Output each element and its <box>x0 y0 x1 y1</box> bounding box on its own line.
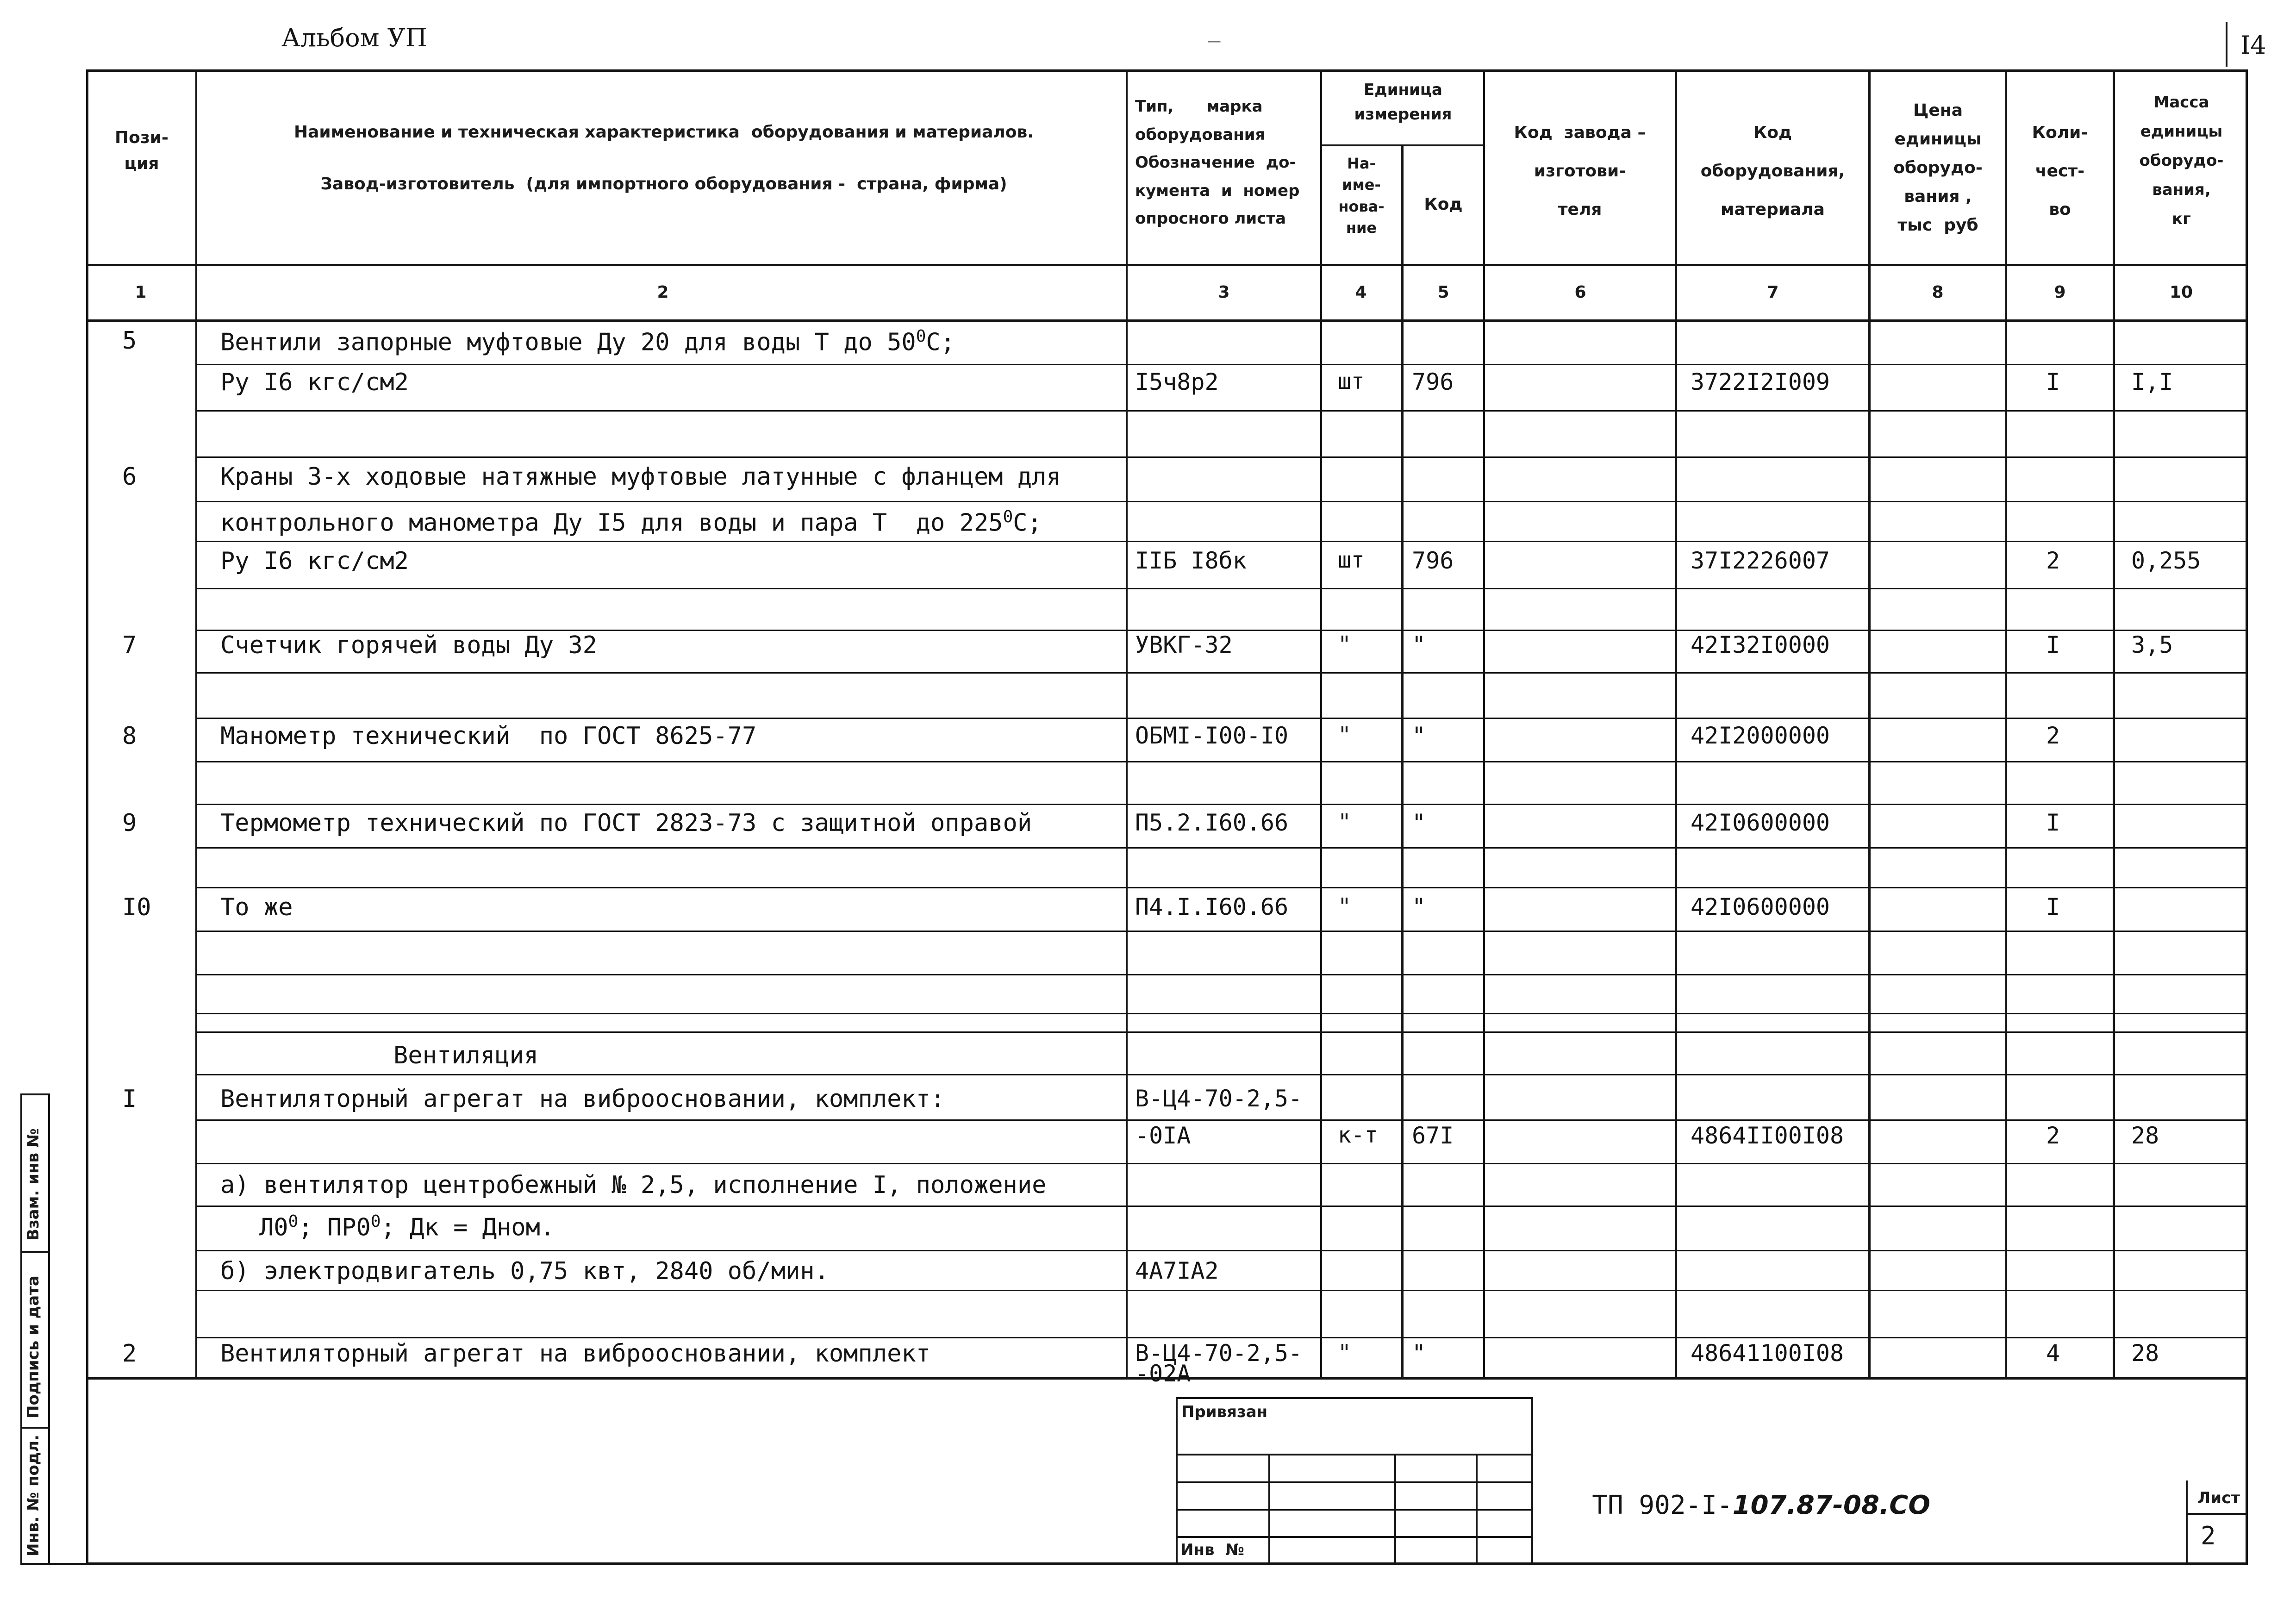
stamp-col-1 <box>1268 1454 1270 1565</box>
row-type-mark: В-Ц4-70-2,5- <box>1135 1085 1303 1112</box>
row-rule <box>197 1074 2248 1075</box>
col-line-6 <box>1675 69 1677 1379</box>
row-unit-code: " <box>1412 1340 1426 1367</box>
row-quantity: 4 <box>2046 1340 2060 1367</box>
row-position: I <box>122 1085 137 1113</box>
row-unit-name: шт <box>1338 369 1365 394</box>
row-rule <box>197 630 2248 631</box>
side-label-signature-date: Подпись и дата <box>24 1275 43 1418</box>
row-position: 8 <box>122 722 137 750</box>
header-equip-code: Код оборудования, материала <box>1700 123 1845 219</box>
row-rule <box>197 410 2248 412</box>
header-price: Цена единицы оборудо- вания , тыс руб <box>1893 101 1983 235</box>
row-name: Вентили запорные муфтовые Ду 20 для воды Т до $50^0С$; <box>220 327 955 356</box>
col-line-5 <box>1483 69 1485 1379</box>
side-label-replaced-inv: Взам. инв № <box>24 1128 43 1241</box>
sheet-label: Лист <box>2197 1489 2240 1507</box>
column-number-5: 5 <box>1437 283 1449 302</box>
sheet-corner-line <box>2226 22 2227 67</box>
row-unit-code: " <box>1412 893 1426 920</box>
top-dash: – <box>1208 29 1221 52</box>
row-name-tail: ; ПР0 <box>298 1213 371 1242</box>
row-rule <box>197 541 2248 542</box>
row-position: 2 <box>122 1340 137 1368</box>
row-unit-name: " <box>1338 1340 1351 1366</box>
row-quantity: I <box>2046 809 2060 836</box>
row-unit-code: " <box>1412 631 1426 658</box>
row-name: Счетчик горячей воды Ду 32 <box>220 631 597 659</box>
col-line-3 <box>1320 69 1322 1379</box>
side-strip-outer <box>20 1093 22 1565</box>
row-rule <box>197 847 2248 849</box>
row-rule <box>197 1119 2248 1121</box>
column-number-9: 9 <box>2054 283 2066 302</box>
row-name-tail: С; <box>926 328 955 356</box>
row-rule <box>197 364 2248 365</box>
column-number-1: 1 <box>135 283 147 302</box>
document-code-handwritten: 107.87-08.СО <box>1732 1490 1930 1520</box>
row-position: I0 <box>122 893 151 921</box>
row-mass: 28 <box>2131 1340 2159 1367</box>
row-quantity: I <box>2046 369 2060 395</box>
header-unit-code: Код <box>1424 195 1463 214</box>
row-position: 5 <box>122 327 137 355</box>
row-quantity: I <box>2046 631 2060 658</box>
row-type-mark: П5.2.I60.66 <box>1135 809 1289 836</box>
row-equipment-code: 3722I2I009 <box>1691 369 1830 395</box>
row-name: контрольного манометра Ду I5 для воды и пара Т до $225^0С$; <box>220 507 1042 537</box>
row-rule <box>197 672 2248 674</box>
row-unit-code: 67I <box>1412 1122 1454 1149</box>
col-line-7 <box>1868 69 1871 1379</box>
row-unit-code: " <box>1412 722 1426 749</box>
row-name: $Л0^0$; $ПР0^0$; Дк = Дном. <box>259 1212 555 1242</box>
side-strip-top <box>20 1093 50 1095</box>
side-strip-bottom <box>20 1563 86 1565</box>
column-number-8: 8 <box>1932 283 1944 302</box>
row-mass: 3,5 <box>2131 631 2173 658</box>
row-mass: 28 <box>2131 1122 2159 1149</box>
header-position-text: Пози- ция <box>115 128 168 173</box>
stamp-rule-2 <box>1176 1481 1533 1483</box>
linked-label: Привязан <box>1181 1403 1268 1421</box>
row-quantity: 2 <box>2046 547 2060 574</box>
stamp-col-2 <box>1394 1454 1396 1565</box>
row-rule <box>197 1290 2248 1291</box>
row-unit-name: " <box>1338 893 1351 919</box>
row-unit-code: " <box>1412 809 1426 836</box>
row-equipment-code: 48641100I08 <box>1691 1340 1844 1367</box>
row-type-mark: I5ч8р2 <box>1135 369 1219 395</box>
row-name: Краны 3-х ходовые натяжные муфтовые латунные с фланцем для <box>220 463 1061 491</box>
stamp-rule-3 <box>1176 1509 1533 1511</box>
album-label: Альбом УП <box>281 23 427 52</box>
row-type-mark: П4.I.I60.66 <box>1135 893 1289 920</box>
col-line-4 <box>1401 144 1404 1379</box>
row-equipment-code: 4864II00I08 <box>1691 1122 1844 1149</box>
row-mass: I,I <box>2131 369 2173 395</box>
row-name-tail: С; <box>1013 509 1042 537</box>
row-rule <box>197 1206 2248 1207</box>
side-strip-inner <box>48 1093 50 1565</box>
col-line-9 <box>2113 69 2115 1379</box>
sheet-value: 2 <box>2201 1521 2216 1550</box>
row-rule <box>197 588 2248 589</box>
row-name: Термометр технический по ГОСТ 2823-73 с защитной оправой <box>220 809 1032 837</box>
row-name: Манометр технический по ГОСТ 8625-77 <box>220 722 757 750</box>
row-name: б) электродвигатель 0,75 квт, 2840 об/мин. <box>220 1257 829 1285</box>
colnum-bottom-rule <box>86 319 2248 322</box>
row-type-mark: В-Ц4-70-2,5- <box>1135 1340 1303 1367</box>
header-quantity: Коли- чест- во <box>2032 123 2088 219</box>
row-rule <box>197 761 2248 762</box>
row-position: 6 <box>122 463 137 491</box>
sheet-box-left <box>2186 1480 2188 1565</box>
row-name: Вентиляция <box>393 1042 539 1069</box>
degree-mark: 0 <box>288 1212 299 1231</box>
row-type-mark: -0IА <box>1135 1122 1191 1149</box>
header-type: Тип, марка оборудования Обозначение до- кумента и номер опросного листа <box>1135 97 1300 228</box>
row-equipment-code: 42I0600000 <box>1691 893 1830 920</box>
row-unit-name: " <box>1338 631 1351 657</box>
column-number-3: 3 <box>1218 283 1230 302</box>
row-equipment-code: 42I32I0000 <box>1691 631 1830 658</box>
row-unit-name: " <box>1338 809 1351 835</box>
row-rule <box>197 974 2248 975</box>
col-line-8 <box>2005 69 2007 1379</box>
header-unit-group: Единица измерения <box>1354 81 1452 124</box>
degree-mark: 0 <box>370 1212 381 1231</box>
row-unit-name: к-т <box>1338 1122 1378 1148</box>
row-mass: 0,255 <box>2131 547 2201 574</box>
column-number-2: 2 <box>657 283 669 302</box>
row-rule <box>197 501 2248 502</box>
row-quantity: 2 <box>2046 722 2060 749</box>
column-number-4: 4 <box>1355 283 1367 302</box>
header-name-line2: Завод-изготовитель (для импортного оборудования - страна, фирма) <box>320 175 1007 194</box>
row-unit-code: 796 <box>1412 369 1454 395</box>
degree-mark: 0 <box>1003 507 1013 526</box>
row-rule <box>197 456 2248 458</box>
sheet-box-rule <box>2186 1513 2248 1515</box>
document-code-printed: ТП 902-I- <box>1592 1490 1733 1520</box>
row-name: Ру I6 кгс/см2 <box>220 369 409 396</box>
row-position: 7 <box>122 631 137 659</box>
row-quantity: I <box>2046 893 2060 920</box>
row-type-mark: ОБМI-I00-I0 <box>1135 722 1289 749</box>
row-name: Ру I6 кгс/см2 <box>220 547 409 575</box>
row-rule <box>197 1250 2248 1251</box>
row-rule <box>197 804 2248 805</box>
row-name: а) вентилятор центробежный № 2,5, исполнение I, положение <box>220 1171 1047 1199</box>
degree-mark: 0 <box>916 327 926 346</box>
col-line-2 <box>1126 69 1128 1379</box>
row-type-mark-cont: -02А <box>1135 1360 1191 1387</box>
side-label-original-inv: Инв. № подл. <box>24 1434 43 1556</box>
row-type-mark: 4А7IА2 <box>1135 1257 1219 1284</box>
row-quantity: 2 <box>2046 1122 2060 1149</box>
row-rule <box>197 1163 2248 1164</box>
row-position: 9 <box>122 809 137 837</box>
header-bottom-rule <box>86 264 2248 266</box>
row-equipment-code: 42I2000000 <box>1691 722 1830 749</box>
row-name: Вентиляторный агрегат на виброосновании, комплект: <box>220 1085 945 1113</box>
row-rule <box>197 887 2248 888</box>
column-number-6: 6 <box>1574 283 1586 302</box>
row-rule <box>197 931 2248 932</box>
row-unit-name: " <box>1338 722 1351 748</box>
row-rule <box>197 1031 2248 1033</box>
row-type-mark: УВКГ-32 <box>1135 631 1233 658</box>
header-mass: Масса единицы оборудо- вания, кг <box>2139 93 2224 228</box>
header-factory-code: Код завода – изготови- теля <box>1514 123 1646 219</box>
stamp-col-3 <box>1476 1454 1478 1565</box>
column-number-7: 7 <box>1767 283 1779 302</box>
row-rule <box>197 1337 2248 1338</box>
row-equipment-code: 37I2226007 <box>1691 547 1830 574</box>
stamp-rule-1 <box>1176 1454 1533 1455</box>
document-code <box>1583 1481 1930 1520</box>
column-number-10: 10 <box>2169 283 2193 302</box>
header-name-line1: Наименование и техническая характеристика оборудования и материалов. <box>294 123 1034 142</box>
row-name: То же <box>220 893 293 921</box>
row-rule <box>197 718 2248 719</box>
sheet-number-top: I4 <box>2240 31 2266 60</box>
row-rule <box>197 1013 2248 1014</box>
inv-number-label: Инв № <box>1180 1541 1245 1559</box>
row-equipment-code: 42I0600000 <box>1691 809 1830 836</box>
row-unit-name: шт <box>1338 547 1365 573</box>
side-strip-div1 <box>20 1251 50 1253</box>
row-unit-code: 796 <box>1412 547 1454 574</box>
col-line-1 <box>195 69 197 1379</box>
row-name-tail: ; Дк = Дном. <box>381 1213 555 1242</box>
side-strip-div2 <box>20 1427 50 1429</box>
row-type-mark: IIБ I8бк <box>1135 547 1247 574</box>
row-name: Вентиляторный агрегат на виброосновании, комплект <box>220 1340 931 1368</box>
header-unit-name: На- име- нова- ние <box>1338 155 1385 237</box>
